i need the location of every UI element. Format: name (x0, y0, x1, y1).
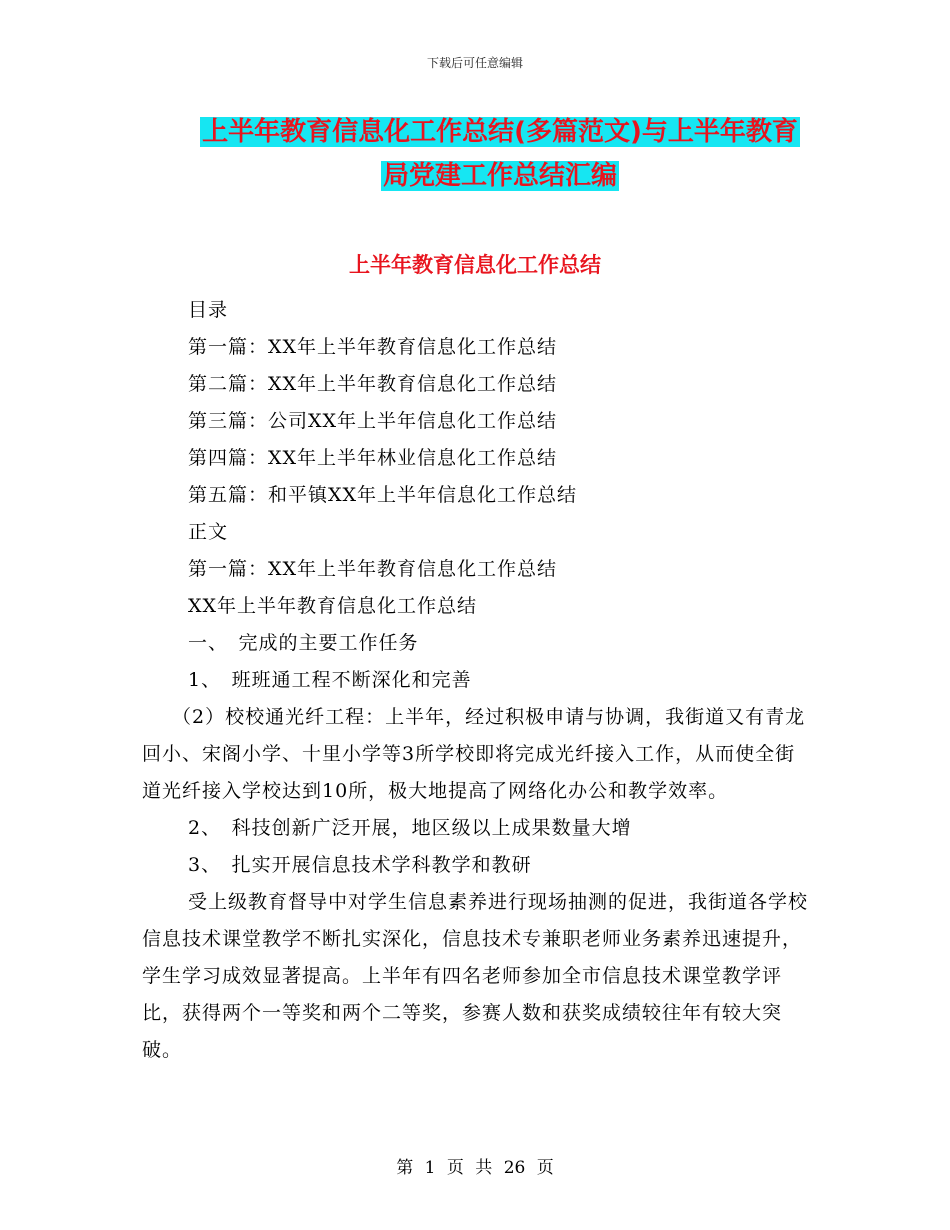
toc-item-4: 第四篇：XX年上半年林业信息化工作总结 (188, 447, 558, 469)
subsection-heading-2: 2、 科技创新广泛开展，地区级以上成果数量大增 (188, 817, 632, 839)
paragraph-it-teaching: 受上级教育督导中对学生信息素养进行现场抽测的促进，我街道各学校信息技术课堂教学不断扎实深化，信息技术专兼职老师业务素养迅速提升，学生学习成效显著提高。上半年有四名老师参加全市信息技术课堂教学评比，获得两个一等奖和两个二等奖，参赛人数和获奖成绩较往年有较大突破。 (142, 891, 809, 1061)
toc-heading: 目录 (188, 299, 229, 321)
subsection-heading-1: 1、 班班通工程不断深化和完善 (188, 669, 472, 691)
article-title: XX年上半年教育信息化工作总结 (188, 595, 478, 617)
document-title-line-1: 上半年教育信息化工作总结(多篇范文)与上半年教育 (202, 117, 798, 147)
document-body (142, 292, 812, 1069)
toc-item-3: 第三篇：公司XX年上半年信息化工作总结 (188, 410, 558, 432)
page-number-footer: 第 1 页 共 26 页 (396, 1158, 554, 1178)
section-heading-1: 一、 完成的主要工作任务 (188, 632, 419, 654)
toc-item-5: 第五篇：和平镇XX年上半年信息化工作总结 (188, 484, 578, 506)
toc-item-1: 第一篇：XX年上半年教育信息化工作总结 (188, 336, 558, 358)
section-title: 上半年教育信息化工作总结 (349, 253, 601, 277)
document-title-line-2: 局党建工作总结汇编 (382, 161, 617, 191)
body-heading: 正文 (188, 521, 229, 543)
chapter-heading: 第一篇：XX年上半年教育信息化工作总结 (188, 558, 558, 580)
toc-item-2: 第二篇：XX年上半年教育信息化工作总结 (188, 373, 558, 395)
document-title (0, 110, 950, 198)
paragraph-fiber-project: （2）校校通光纤工程：上半年，经过积极申请与协调，我街道又有青龙回小、宋阁小学、十里小学等3所学校即将完成光纤接入工作，从而使全街道光纤接入学校达到10所，极大地提高了网络化办公和教学效率。 (142, 706, 806, 802)
header-note: 下载后可任意编辑 (426, 56, 523, 70)
subsection-heading-3: 3、 扎实开展信息技术学科教学和教研 (188, 854, 532, 876)
